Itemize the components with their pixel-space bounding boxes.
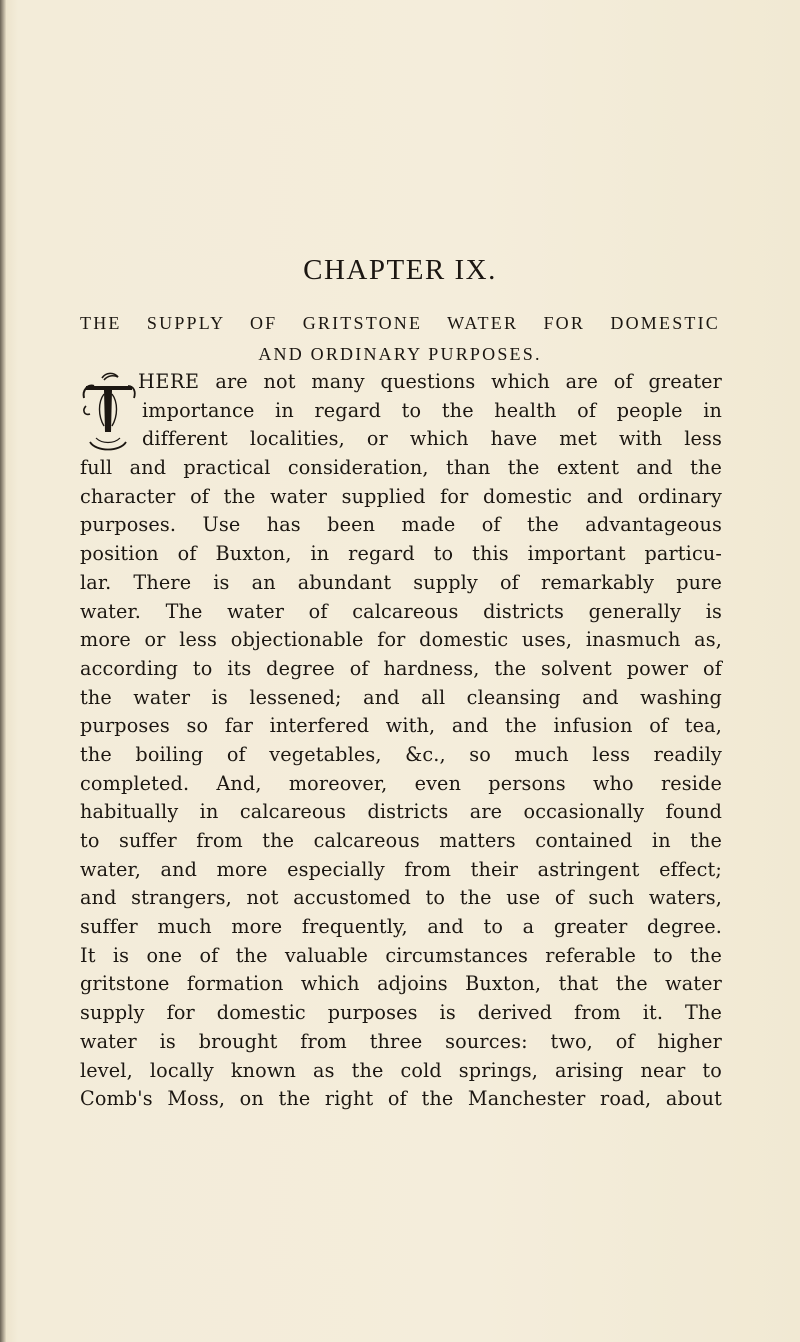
text-line: character of the water supplied for domestic and ordinary [80, 484, 722, 508]
text-line: level, locally known as the cold springs, arising near to [80, 1058, 722, 1082]
text-line: water, and more especially from their astringent effect; [80, 857, 722, 881]
text-line: It is one of the valuable circumstances referable to the [80, 943, 722, 967]
text-line: purposes so far interfered with, and the infusion of tea, [80, 714, 722, 738]
text-line: HERE are not many questions which are of greater [80, 368, 722, 397]
text-line: full and practical consideration, than the extent and the [80, 456, 722, 480]
opening-word: HERE [138, 370, 200, 393]
text-line: supply for domestic purposes is derived from it. The [80, 1001, 722, 1025]
page-binding-edge [0, 0, 6, 1342]
text-line: position of Buxton, in regard to this important particu- [80, 542, 722, 566]
text-line: water is brought from three sources: two, of higher [80, 1029, 722, 1053]
text-line: the boiling of vegetables, &c., so much less readily [80, 742, 722, 766]
text-line: habitually in calcareous districts are occasionally found [80, 800, 722, 824]
text-line: importance in regard to the health of people in [142, 398, 722, 422]
text-line: Comb's Moss, on the right of the Manchester road, about [80, 1087, 722, 1111]
text-line: more or less objectionable for domestic uses, inasmuch as, [80, 628, 722, 652]
text-line: lar. There is an abundant supply of remarkably pure [80, 570, 722, 594]
text-line: purposes. Use has been made of the advantageous [80, 513, 722, 537]
text-line: water. The water of calcareous districts generally is [80, 599, 722, 623]
chapter-body-text [80, 368, 722, 1114]
chapter-title: CHAPTER IX. [303, 254, 497, 286]
text-line: suffer much more frequently, and to a greater degree. [80, 915, 722, 939]
section-title-line-1: THE SUPPLY OF GRITSTONE WATER FOR DOMESTIC [80, 313, 720, 333]
text-line: according to its degree of hardness, the solvent power of [80, 656, 722, 680]
section-title-line-2: AND ORDINARY PURPOSES. [258, 344, 542, 364]
text-line: and strangers, not accustomed to the use of such waters, [80, 886, 722, 910]
section-title [80, 308, 720, 370]
text-line: different localities, or which have met with less [142, 427, 722, 451]
text-line: the water is lessened; and all cleansing and washing [80, 685, 722, 709]
text-line: completed. And, moreover, even persons who reside [80, 771, 722, 795]
text-line: gritstone formation which adjoins Buxton, that the water [80, 972, 722, 996]
text-line: to suffer from the calcareous matters contained in the [80, 829, 722, 852]
